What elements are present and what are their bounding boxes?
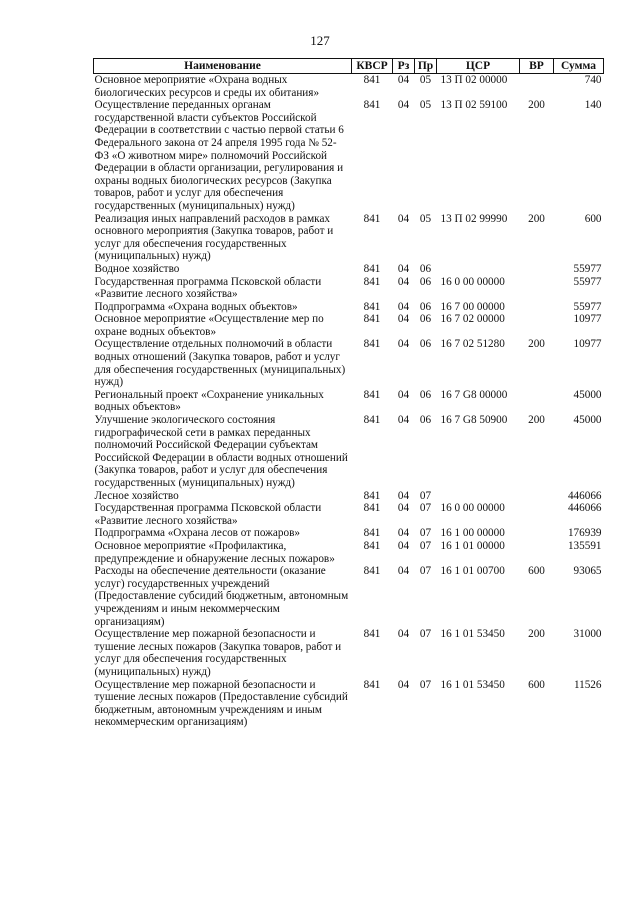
row-rz: 04 [397,388,410,401]
row-pr: 07 [419,502,432,515]
row-kvsr: 841 [363,338,381,351]
row-rz: 04 [397,414,410,427]
row-name: Осуществление переданных органам государственной власти субъектов Российской Федерации в соответствии с частью первой статьи 6 Федерального закона от 24 апреля 1995 года № 52-ФЗ «О животном мире» полномочий Российской Федерации в области организации, регулирования и охраны водных биологических ресурсов (Закупка товаров, работ и услуг для обеспечения государственных (муниципальных) нужд) [94,99,344,212]
row-name: Реализация иных направлений расходов в рамках основного мероприятия (Закупка товаров, работ и услуг для обеспечения государственных (муниципальных) нужд) [94,212,334,263]
table-row [94,338,604,388]
row-name: Осуществление мер пожарной безопасности и тушение лесных пожаров (Закупка товаров, работ и услуг для обеспечения государственных (муниципальных) нужд) [94,628,342,678]
table-row [94,213,604,263]
row-sum: 135591 [567,539,602,552]
header-kvsr: КВСР [352,59,393,74]
row-vr: 200 [528,628,545,641]
row-vr [520,502,554,527]
row-rz: 04 [397,262,410,275]
row-rz: 04 [397,539,410,552]
row-sum: 45000 [573,414,602,427]
row-rz: 04 [397,275,410,288]
table-row [94,276,604,301]
row-name: Подпрограмма «Охрана водных объектов» [94,300,298,313]
row-sum: 55977 [573,262,602,275]
row-pr: 07 [419,678,432,691]
table-row [94,565,604,628]
table-row [94,628,604,678]
row-sum: 740 [584,74,602,86]
row-csr: 13 П 02 99990 [440,212,508,225]
row-rz: 04 [397,489,410,502]
row-kvsr: 841 [363,388,381,401]
row-csr: 16 7 00 00000 [440,300,505,313]
row-kvsr: 841 [363,539,381,552]
row-csr [437,263,520,276]
row-rz: 04 [397,74,410,86]
row-pr: 05 [419,74,432,86]
row-name: Лесное хозяйство [94,489,179,502]
row-name: Подпрограмма «Охрана лесов от пожаров» [94,527,300,540]
row-rz: 04 [397,300,410,313]
row-vr [520,540,554,565]
row-rz: 04 [397,527,410,540]
row-csr: 16 1 01 53450 [440,678,505,691]
row-kvsr: 841 [363,262,381,275]
table-row [94,74,604,100]
row-csr: 16 1 01 00000 [440,539,505,552]
row-rz: 04 [397,313,410,326]
row-sum: 140 [584,99,602,112]
row-vr: 600 [528,678,545,691]
table-body [94,74,604,729]
row-name: Региональный проект «Сохранение уникальных водных объектов» [94,388,324,414]
row-pr: 07 [419,489,432,502]
row-name: Государственная программа Псковской области «Развитие лесного хозяйства» [94,275,322,301]
page-number: 127 [310,33,330,48]
row-vr: 200 [528,99,545,112]
row-name: Государственная программа Псковской области «Развитие лесного хозяйства» [94,502,322,527]
row-vr [520,276,554,301]
row-name: Основное мероприятие «Охрана водных биологических ресурсов и среды их обитания» [94,74,320,99]
table-row [94,502,604,527]
table-header [94,59,604,74]
row-csr: 13 П 02 59100 [440,99,508,112]
table-row [94,414,604,490]
row-csr: 16 0 00 00000 [440,502,505,515]
row-vr [520,490,554,503]
row-pr: 06 [419,313,432,326]
row-vr [520,313,554,338]
row-sum: 10977 [573,313,602,326]
row-sum: 446066 [567,502,602,515]
row-csr: 16 7 02 00000 [440,313,505,326]
budget-table [93,58,604,729]
row-rz: 04 [397,565,410,578]
row-vr [520,74,554,100]
row-kvsr: 841 [363,628,381,641]
row-kvsr: 841 [363,678,381,691]
table-row [94,540,604,565]
row-pr: 07 [419,539,432,552]
header-name: Наименование [94,59,352,74]
table-row [94,301,604,314]
row-sum: 93065 [573,565,602,578]
row-sum: 446066 [567,489,602,502]
table-row [94,263,604,276]
row-vr: 200 [528,414,545,427]
row-kvsr: 841 [363,414,381,427]
row-vr: 200 [528,212,545,225]
row-pr: 06 [419,414,432,427]
row-pr: 06 [419,338,432,351]
row-kvsr: 841 [363,502,381,515]
row-kvsr: 841 [363,74,381,86]
row-kvsr: 841 [363,275,381,288]
row-csr: 16 1 01 53450 [440,628,505,641]
row-sum: 11526 [573,678,602,691]
row-kvsr: 841 [363,489,381,502]
row-name: Осуществление отдельных полномочий в области водных отношений (Закупка товаров, работ и услуг для обеспечения государственных (муниципальных) нужд) [94,338,346,389]
row-pr: 06 [419,300,432,313]
row-name: Расходы на обеспечение деятельности (оказание услуг) государственных учреждений (Предоставление субсидий бюджетным, автономным учреждениям и иным некоммерческим организациям) [94,565,349,628]
row-name: Основное мероприятие «Профилактика, предупреждение и обнаружение лесных пожаров» [94,539,335,565]
row-kvsr: 841 [363,565,381,578]
row-pr: 05 [419,212,432,225]
row-vr [520,389,554,414]
header-pr: Пр [415,59,437,74]
row-name: Основное мероприятие «Осуществление мер по охране водных объектов» [94,313,324,338]
row-csr: 16 7 02 51280 [440,338,505,351]
row-vr: 200 [528,338,545,351]
row-vr [520,263,554,276]
row-vr [520,301,554,314]
row-csr [437,490,520,503]
row-csr: 16 1 00 00000 [440,527,505,540]
table-row [94,99,604,212]
row-sum: 10977 [573,338,602,351]
row-vr [520,527,554,540]
row-rz: 04 [397,99,410,112]
row-csr: 16 1 01 00700 [440,565,505,578]
row-kvsr: 841 [363,313,381,326]
row-name: Осуществление мер пожарной безопасности и тушение лесных пожаров (Предоставление субсидий бюджетным, автономным учреждениям и иным некоммерческим организациям) [94,678,348,729]
row-kvsr: 841 [363,212,381,225]
row-pr: 05 [419,99,432,112]
table-row [94,490,604,503]
row-name: Водное хозяйство [94,262,180,275]
header-vr: ВР [520,59,554,74]
row-name: Улучшение экологического состояния гидрографической сети в рамках переданных полномочий Российской Федерации субъектам Российской Федерации в области водных отношений (Закупка товаров, работ и услуг для обеспечения государственных (муниципальных) нужд) [94,414,348,489]
header-csr: ЦСР [437,59,520,74]
row-rz: 04 [397,502,410,515]
row-pr: 07 [419,565,432,578]
row-sum: 600 [584,212,602,225]
table-row [94,313,604,338]
row-sum: 55977 [573,300,602,313]
row-rz: 04 [397,338,410,351]
row-sum: 31000 [573,628,602,641]
row-rz: 04 [397,212,410,225]
row-csr: 16 0 00 00000 [440,275,505,288]
row-csr: 16 7 G8 00000 [440,388,508,401]
row-kvsr: 841 [363,99,381,112]
row-pr: 06 [419,388,432,401]
row-rz: 04 [397,628,410,641]
row-vr: 600 [528,565,545,578]
header-rz: Рз [393,59,415,74]
row-pr: 06 [419,262,432,275]
row-kvsr: 841 [363,300,381,313]
row-sum: 45000 [573,388,602,401]
row-sum: 176939 [567,527,602,540]
table-row [94,527,604,540]
header-sum: Сумма [554,59,604,74]
row-pr: 06 [419,275,432,288]
row-csr: 16 7 G8 50900 [440,414,508,427]
table-row [94,389,604,414]
table-row [94,679,604,729]
row-kvsr: 841 [363,527,381,540]
row-rz: 04 [397,678,410,691]
row-sum: 55977 [573,275,602,288]
row-csr: 13 П 02 00000 [440,74,508,86]
row-pr: 07 [419,527,432,540]
row-pr: 07 [419,628,432,641]
